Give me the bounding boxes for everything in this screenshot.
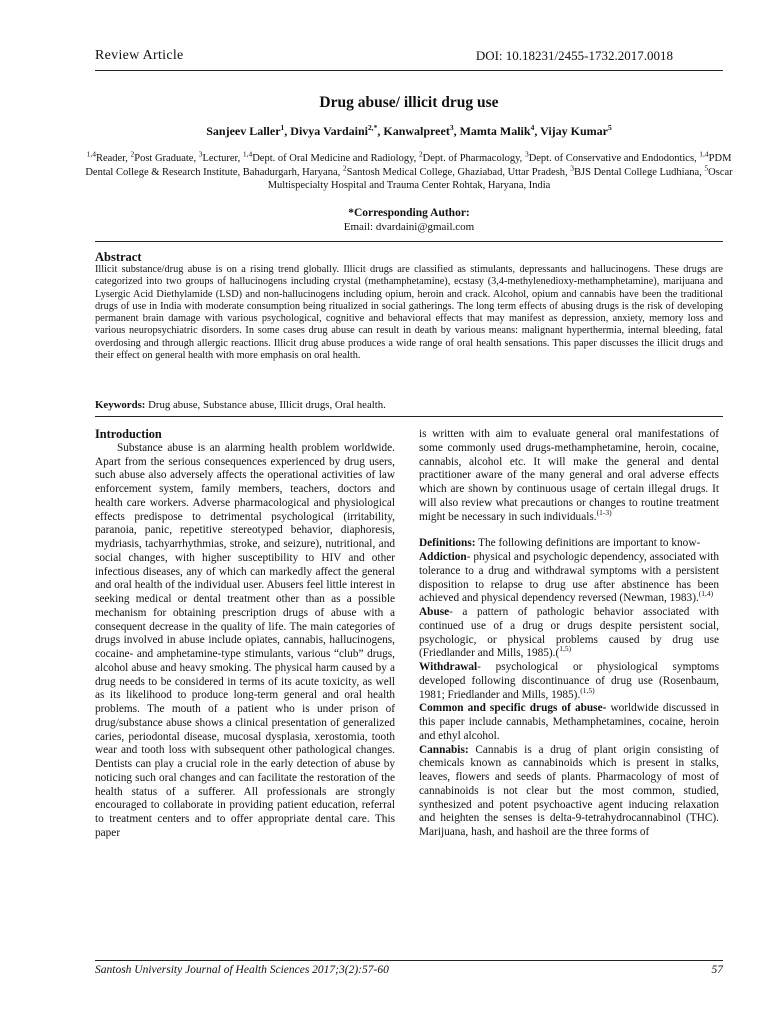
page-number: 57 [711,964,723,976]
corresponding-email: Email: dvardaini@gmail.com [343,221,475,233]
definitions-paragraph: Definitions: The following definitions are important to know- [419,537,701,550]
author: Kanwalpreet$^3$ [383,123,454,138]
abstract-heading: Abstract [95,250,142,264]
author: Divya Vardaini$^{2,*}$ [290,123,378,138]
author: Mamta Malik$^4$ [459,123,535,138]
introduction-continued: is written with aim to evaluate general oral manifestations of some commonly used drugs-methamphetamine, heroin, cocaine, cannabis, alcohol etc. It will make the general and dental practitioner aware of the many general and oral adverse effects which are shown by continuous usage of certain illegal drugs. It will also review what precautions or changes to routine treatment might be necessary in such individuals.$^{(1-3)}$ [419,428,719,523]
keywords-rule [95,416,723,417]
common-drugs-paragraph: Common and specific drugs of abuse- worldwide discussed in this paper include cannabis, Methamphetamines, cocaine, heroin and ethyl alcohol. [419,702,719,742]
author: Vijay Kumar$^5$ [540,123,612,138]
keywords: Keywords: Drug abuse, Substance abuse, Illicit drugs, Oral health. [95,399,386,411]
right-column [419,428,719,840]
footer-rule [95,960,723,961]
doi: DOI: 10.18231/2455-1732.2017.0018 [475,48,673,63]
header-rule [95,70,723,71]
author: Sanjeev Laller$^1$ [206,123,285,138]
introduction-text: Substance abuse is an alarming health problem worldwide. Apart from the serious consequences experienced by drug users, such abuse also adversely affects the operational activities of law enforcement system, family members, teachers, doctors and health care workers. Adverse pharmacological and physiological effects predispose to detrimental psychological (irritability, paranoia, panic, repetitive stereotyped behavior, diaphoresis, mydriasis, tachyarrhythmias, stroke, and seizure), nutritional, and social changes, with higher susceptibility to HIV and other infectious diseases, any of which can markedly affect the general and oral health of the individual user. Abusers feel little interest in seeking medical or dental treatment other than as a possible mechanism for obtaining prescription drugs of abuse with a consequent decrease in the quality of life. The main categories of drugs involved in abuse include opiates, cannabis, hallucinogens, cocaine- and amphetamine-type stimulants, various “club” drugs, alcohol abuse and heavy smoking. The physical harm caused by a drug needs to be considered in terms of its acute toxicity, as well as its likelihood to produce long-term general and oral health problems. The mouth of a patient who is under prison of drug/substance abuse shows a clinical presentation of generalized caries, periodontal disease, mucosal dysplasia, xerostomia, tooth wear and tooth loss with subsequent other pathological changes. Dentists can play a crucial role in the early detection of abuse by noticing such oral changes and can facilitate the restoration of the health status of a sufferer. All professionals are strongly encouraged to collaborate in providing patient education, referral to treatment centers and to offer appropriate dental care. This paper [95,441,395,839]
section-heading-introduction: Introduction [95,427,162,441]
author-list: Sanjeev Laller$^1$, Divya Vardaini$^{2,*}$, Kanwalpreet$^3$, Mamta Malik$^4$, Vijay Kumar$^5$ [206,123,612,138]
cannabis-paragraph: Cannabis: Cannabis is a drug of plant origin consisting of chemicals known as cannabinoids which is present in stalks, leaves, flowers and seeds of plants. Pharmacology of most of cannabinoids is not clear but the most common, studied, synthesized and potent psychoactive agent inducing relaxation and heighten the senses is delta-9-tetrahydrocannabinol (THC). Marijuana, hash, and hashoil are the three forms of [419,743,719,838]
paper-title: Drug abuse/ illicit drug use [319,94,499,111]
abstract-top-rule [95,241,723,242]
article-type: Review Article [95,48,184,63]
left-column [95,428,395,841]
journal-citation: Santosh University Journal of Health Sciences 2017;3(2):57-60 [95,964,389,976]
withdrawal-definition: Withdrawal- psychological or physiological symptoms developed following discontinuance of drug use (Rosenbaum, 1981; Friedlander and Mills, 1985).$^{(1,5)}$ [419,661,719,701]
abstract-text: Illicit substance/drug abuse is on a rising trend globally. Illicit drugs are classified as stimulants, depressants and hallucinogens. These drugs are categorized into two groups of hallucinogens including crystal (methamphetamine), ecstasy (3,4-methylenedioxy-methamphetamine), marijuana and Lysergic Acid Diethylamide (LSD) and non-hallucinogens including opium, heroin and crack. Alcohol, opium and cannabis have been the traditional drugs of use in India with moderate consumption being ritualized in social gatherings. The long term effects of abusing drugs is the risk of developing permanent brain damage with various psychological, cognitive and behavioral effects that may manifest as depression, anxiety, memory loss and various neuropsychiatric disorders. In some cases drug abuse can result in death by various means: malignant hyperthermia, internal bleeding, fatal overdosing and through allergic reactions. Illicit drug abuse produces a wide range of oral health sensations. This paper discusses the illicit drugs and their effect on general health with more emphasis on oral health. [95,264,723,362]
corresponding-author-label: *Corresponding Author: [348,207,470,219]
abuse-definition: Abuse- a pattern of pathologic behavior associated with continued use of a drug or drugs despite persistent social, psychologic, or physical problems caused by drug use (Friedlander and Mills, 1985).($^{1,5)}$ [419,606,719,660]
addiction-definition: Addiction- physical and psychologic dependency, associated with tolerance to a drug and withdrawal symptoms with a persistent disposition to relapse to drug use after abstinence has been achieved and physical dependency reversed (Newman, 1983).$^{(1,4)}$ [419,551,719,605]
affiliations: $^{1,4}$Reader, $^2$Post Graduate, $^3$Lecturer, $^{1,4}$Dept. of Oral Medicine and Radiology, $^2$Dept. of Pharmacology, $^3$Dept. of Conservative and Endodontics, $^{1,4}$PDM Dental College & Research Institute, Bahadurgarh, Haryana, $^2$Santosh Medical College, Ghaziabad, Uttar Pradesh, $^3$BJS Dental College Ludhiana, $^5$Oscar Multispecialty Hospital and Trauma Center Rohtak, Haryana, India [85,149,733,191]
